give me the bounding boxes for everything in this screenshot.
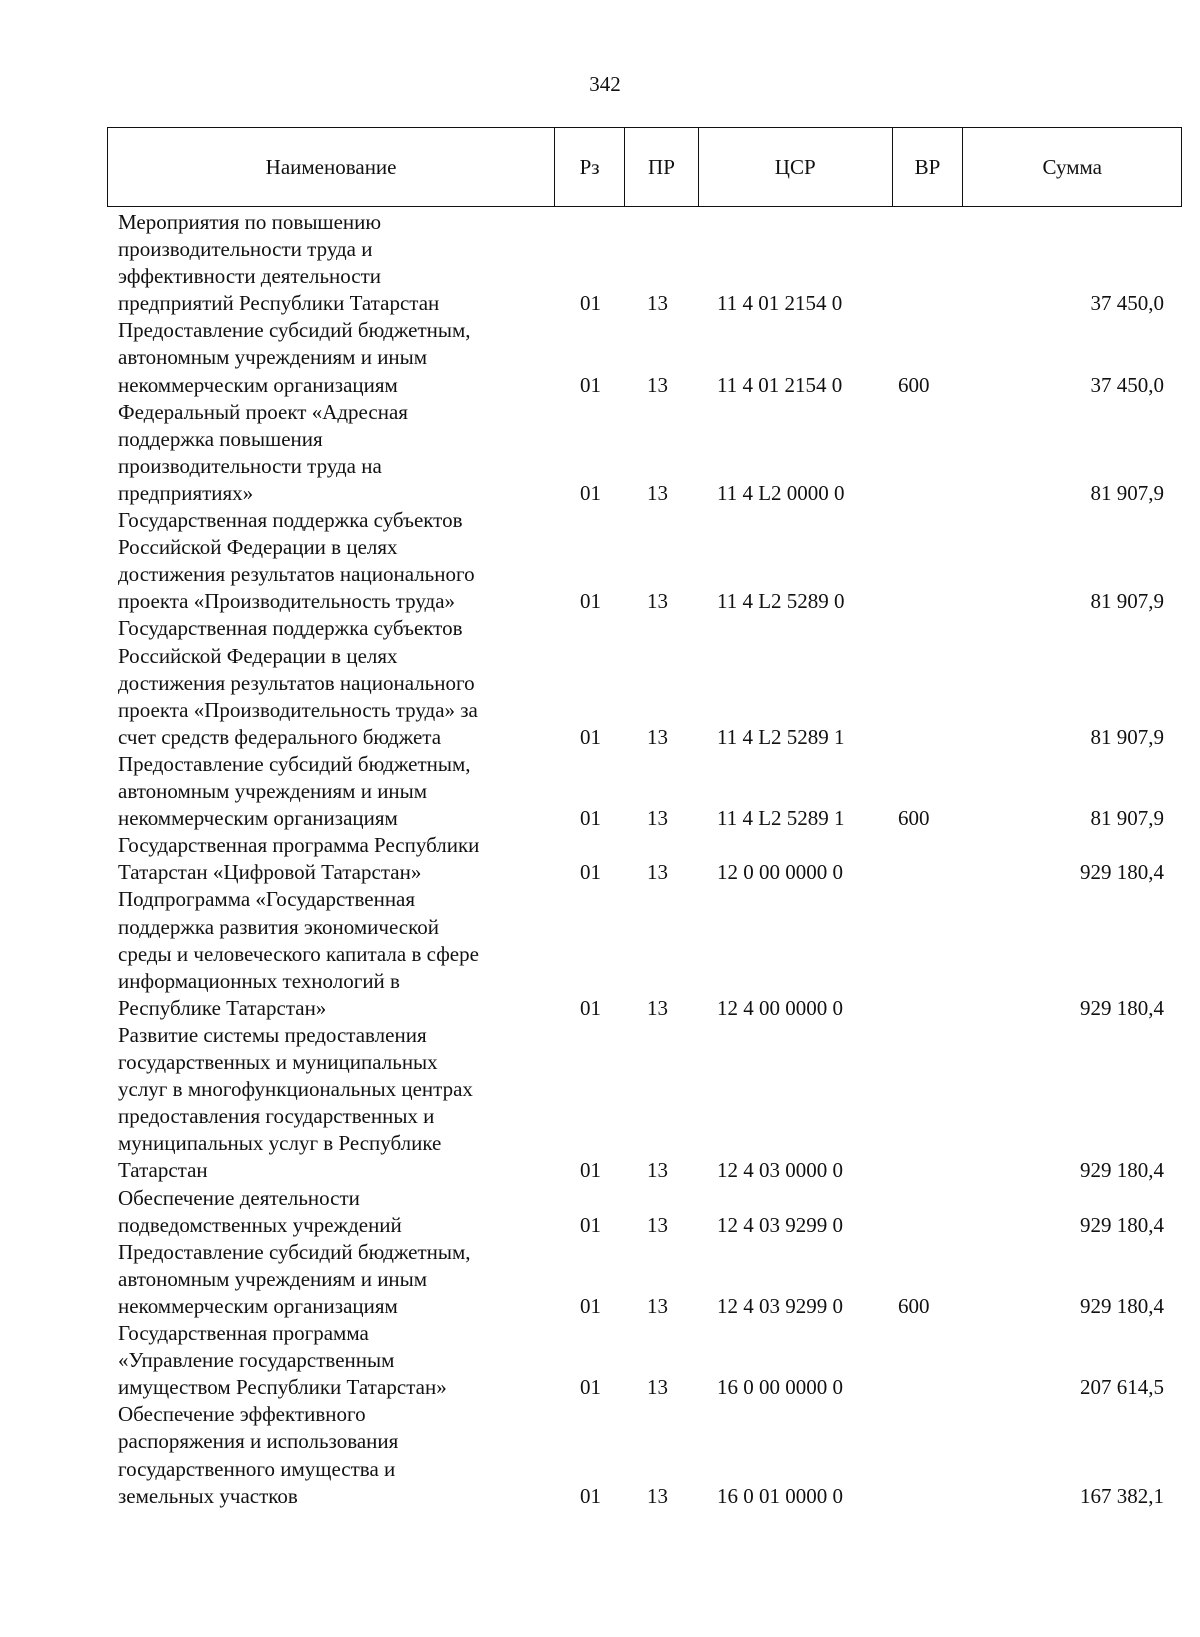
row-name: Обеспечение эффективного распоряжения и использования государственного имущества и земельных участков xyxy=(118,1402,399,1508)
row-pr: 13 xyxy=(647,1212,668,1237)
row-sum: 81 907,9 xyxy=(1090,806,1164,831)
table-row xyxy=(0,1185,1200,1239)
table-row xyxy=(0,399,1200,507)
row-name: Предоставление субсидий бюджетным, автономным учреждениям и иным некоммерческим организациям xyxy=(118,751,471,831)
row-name: Мероприятия по повышению производительности труда и эффективности деятельности предприятий Республики Татарстан xyxy=(118,210,440,316)
row-vr: 600 xyxy=(898,1293,930,1318)
row-rz: 01 xyxy=(580,806,601,831)
row-pr: 13 xyxy=(647,1483,668,1508)
row-sum: 81 907,9 xyxy=(1090,589,1164,614)
row-csr: 12 4 03 9299 0 xyxy=(717,1293,843,1318)
row-csr: 11 4 L2 5289 0 xyxy=(717,589,845,614)
row-sum: 929 180,4 xyxy=(1080,1293,1164,1318)
row-rz: 01 xyxy=(580,1158,601,1183)
row-name: Государственная поддержка субъектов Российской Федерации в целях достижения результатов национального проекта «Производительность труда» за счет средств федерального бюджета xyxy=(118,616,478,749)
row-csr: 11 4 L2 0000 0 xyxy=(717,480,845,505)
row-sum: 929 180,4 xyxy=(1080,1212,1164,1237)
row-rz: 01 xyxy=(580,995,601,1020)
table-row xyxy=(0,832,1200,886)
table-row xyxy=(0,1239,1200,1320)
header-name: Наименование xyxy=(108,128,555,206)
row-rz: 01 xyxy=(580,724,601,749)
row-pr: 13 xyxy=(647,1293,668,1318)
table-row xyxy=(0,751,1200,832)
table-body xyxy=(0,209,1200,1510)
row-sum: 37 450,0 xyxy=(1090,372,1164,397)
row-name: Предоставление субсидий бюджетным, автономным учреждениям и иным некоммерческим организациям xyxy=(118,1239,471,1318)
row-pr: 13 xyxy=(647,995,668,1020)
table-row xyxy=(0,209,1200,317)
row-rz: 01 xyxy=(580,480,601,505)
row-pr: 13 xyxy=(647,480,668,505)
table-row xyxy=(0,615,1200,751)
table-header xyxy=(107,127,1182,207)
header-sum: Сумма xyxy=(1042,154,1102,179)
row-sum: 929 180,4 xyxy=(1080,1158,1164,1183)
table-row xyxy=(0,1401,1200,1509)
row-csr: 11 4 01 2154 0 xyxy=(717,291,843,316)
row-csr: 12 4 03 9299 0 xyxy=(717,1212,843,1237)
row-sum: 81 907,9 xyxy=(1090,724,1164,749)
row-name: Подпрограмма «Государственная поддержка развития экономической среды и человеческого капитала в сфере информационных технологий в Республике Татарстан» xyxy=(118,887,479,1020)
row-rz: 01 xyxy=(580,1212,601,1237)
row-sum: 207 614,5 xyxy=(1080,1375,1164,1400)
header-pr: ПР xyxy=(625,128,699,206)
row-csr: 11 4 L2 5289 1 xyxy=(717,724,845,749)
row-csr: 12 4 03 0000 0 xyxy=(717,1158,843,1183)
row-csr: 16 0 01 0000 0 xyxy=(717,1483,843,1508)
row-rz: 01 xyxy=(580,291,601,316)
row-name: Государственная программа Республики Татарстан «Цифровой Татарстан» xyxy=(118,833,480,885)
row-pr: 13 xyxy=(647,1158,668,1183)
row-rz: 01 xyxy=(580,589,601,614)
row-rz: 01 xyxy=(580,1375,601,1400)
row-pr: 13 xyxy=(647,1375,668,1400)
row-sum: 37 450,0 xyxy=(1090,291,1164,316)
row-rz: 01 xyxy=(580,1293,601,1318)
row-pr: 13 xyxy=(647,724,668,749)
row-name: Государственная программа «Управление государственным имуществом Республики Татарстан» xyxy=(118,1321,447,1400)
row-vr: 600 xyxy=(898,806,930,831)
row-pr: 13 xyxy=(647,806,668,831)
row-sum: 929 180,4 xyxy=(1080,860,1164,885)
table-row xyxy=(0,886,1200,1022)
row-sum: 81 907,9 xyxy=(1090,480,1164,505)
row-name: Обеспечение деятельности подведомственных учреждений xyxy=(118,1185,402,1237)
row-pr: 13 xyxy=(647,291,668,316)
row-vr: 600 xyxy=(898,372,930,397)
row-csr: 12 4 00 0000 0 xyxy=(717,995,843,1020)
row-rz: 01 xyxy=(580,860,601,885)
row-name: Развитие системы предоставления государственных и муниципальных услуг в многофункциональных центрах предоставления государственных и муниципальных услуг в Республике Татарстан xyxy=(118,1022,473,1183)
row-sum: 929 180,4 xyxy=(1080,995,1164,1020)
row-pr: 13 xyxy=(647,372,668,397)
header-vr: ВР xyxy=(893,128,964,206)
row-pr: 13 xyxy=(647,860,668,885)
row-csr: 12 0 00 0000 0 xyxy=(717,860,843,885)
row-name: Предоставление субсидий бюджетным, автономным учреждениям и иным некоммерческим организациям xyxy=(118,318,471,397)
row-csr: 11 4 01 2154 0 xyxy=(717,372,843,397)
page-number: 342 xyxy=(589,72,621,96)
header-rz: Рз xyxy=(555,128,625,206)
table-row xyxy=(0,317,1200,398)
row-sum: 167 382,1 xyxy=(1080,1483,1164,1508)
row-name: Государственная поддержка субъектов Российской Федерации в целях достижения результатов национального проекта «Производительность труда» xyxy=(118,508,475,614)
row-rz: 01 xyxy=(580,372,601,397)
table-row xyxy=(0,507,1200,615)
table-row xyxy=(0,1320,1200,1401)
header-csr: ЦСР xyxy=(699,128,893,206)
row-csr: 11 4 L2 5289 1 xyxy=(717,806,845,831)
row-pr: 13 xyxy=(647,589,668,614)
row-name: Федеральный проект «Адресная поддержка повышения производительности труда на предприятиях» xyxy=(118,399,408,505)
row-csr: 16 0 00 0000 0 xyxy=(717,1375,843,1400)
table-row xyxy=(0,1022,1200,1185)
row-rz: 01 xyxy=(580,1483,601,1508)
